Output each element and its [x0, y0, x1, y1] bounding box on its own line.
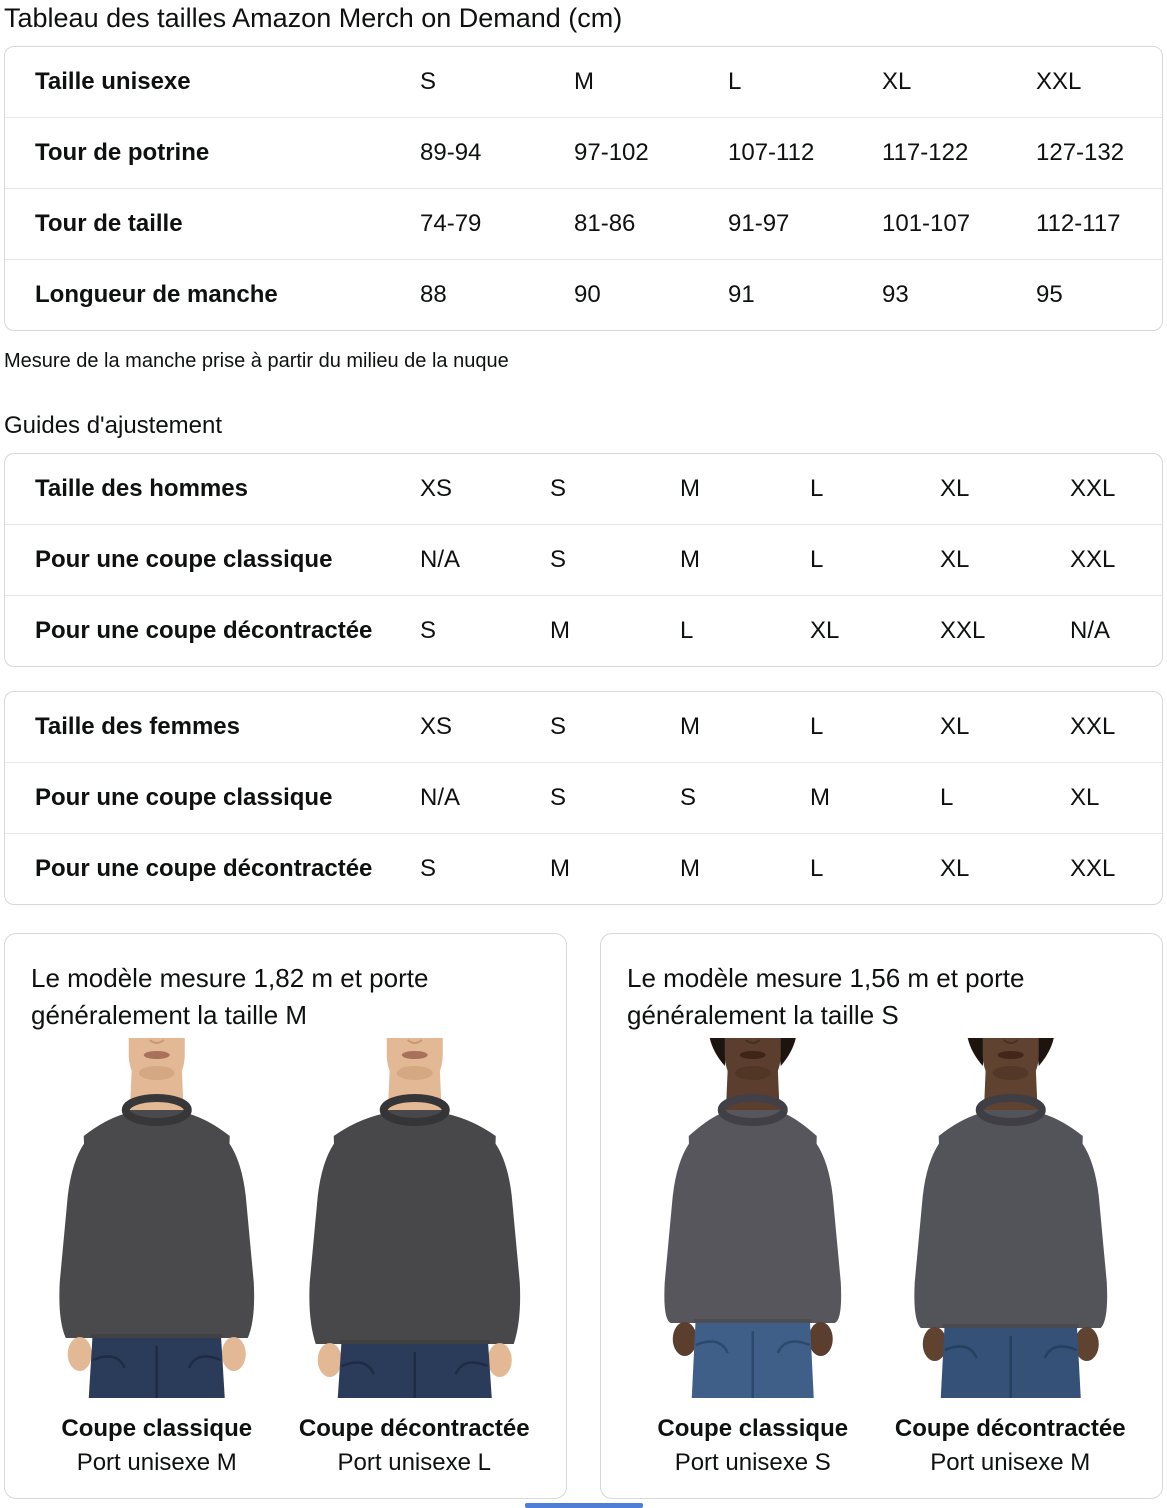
size-cell: 81-86 [574, 210, 636, 237]
size-cell: S [420, 617, 437, 644]
model-photo-female-classic [627, 1038, 879, 1398]
size-cell: N/A [420, 784, 461, 811]
size-cell: N/A [1070, 617, 1111, 644]
size-cell: XL [810, 617, 840, 644]
size-cell: XL [940, 713, 970, 740]
size-cell: M [680, 546, 700, 573]
model-description: Le modèle mesure 1,82 m et porte généralement la taille M [31, 963, 429, 1030]
table-row [5, 834, 1162, 904]
size-cell: L [940, 784, 954, 811]
size-cell: M [550, 855, 570, 882]
size-cell: N/A [420, 546, 461, 573]
row-label: Pour une coupe classique [35, 546, 333, 573]
fit-label: Coupe classique [61, 1415, 253, 1442]
photo-captions [31, 1414, 540, 1478]
row-label: Longueur de manche [35, 281, 278, 308]
table-row [5, 47, 1162, 118]
size-cell: 112-117 [1036, 210, 1121, 237]
size-cell: M [574, 68, 594, 95]
size-label: Port unisexe L [337, 1449, 491, 1476]
size-label: Port unisexe M [930, 1449, 1091, 1476]
caption-classic [627, 1414, 879, 1478]
size-cell: S [550, 713, 567, 740]
unisex-size-table [4, 46, 1163, 331]
size-cell: XL [940, 855, 970, 882]
model-photo-male-classic [31, 1038, 283, 1398]
size-cell: XL [882, 68, 912, 95]
size-cell: XXL [1070, 546, 1116, 573]
model-photos [627, 1038, 1136, 1398]
size-cell: XL [940, 475, 970, 502]
size-cell: XS [420, 475, 453, 502]
table-row [5, 692, 1162, 763]
row-label: Taille des hommes [35, 475, 248, 502]
table-row [5, 454, 1162, 525]
size-label: Port unisexe S [674, 1449, 831, 1476]
size-cell: XXL [1036, 68, 1082, 95]
size-cell: S [420, 855, 437, 882]
size-cell: 93 [882, 281, 909, 308]
size-cell: S [420, 68, 437, 95]
row-label: Taille des femmes [35, 713, 240, 740]
size-cell: XXL [1070, 475, 1116, 502]
sleeve-measure-note: Mesure de la manche prise à partir du milieu de la nuque [4, 350, 509, 372]
size-cell: 95 [1036, 281, 1063, 308]
size-cell: 117-122 [882, 139, 969, 166]
caption-relaxed [885, 1414, 1137, 1478]
women-fit-guide-table [4, 691, 1163, 905]
size-cell: 90 [574, 281, 601, 308]
page-title: Tableau des tailles Amazon Merch on Demand (cm) [4, 3, 623, 33]
row-label: Pour une coupe classique [35, 784, 333, 811]
row-label: Taille unisexe [35, 68, 191, 95]
table-row [5, 189, 1162, 260]
size-cell: S [550, 784, 567, 811]
size-cell: M [680, 855, 700, 882]
table-row [5, 596, 1162, 666]
size-cell: 97-102 [574, 139, 649, 166]
size-cell: L [810, 855, 824, 882]
table-row [5, 525, 1162, 596]
fit-label: Coupe classique [657, 1415, 849, 1442]
model-card-women [600, 933, 1163, 1499]
photo-captions [627, 1414, 1136, 1478]
size-cell: 89-94 [420, 139, 482, 166]
model-photo-male-relaxed [289, 1038, 541, 1398]
size-cell: M [680, 713, 700, 740]
model-cards [4, 933, 1163, 1499]
table-row [5, 260, 1162, 330]
size-cell: L [810, 546, 824, 573]
row-label: Pour une coupe décontractée [35, 855, 373, 882]
model-photo-female-relaxed [885, 1038, 1137, 1398]
size-cell: XXL [1070, 855, 1116, 882]
size-cell: L [680, 617, 694, 644]
carousel-indicator [525, 1503, 643, 1508]
size-cell: XS [420, 713, 453, 740]
size-cell: L [728, 68, 742, 95]
size-cell: XL [1070, 784, 1100, 811]
model-card-men [4, 933, 567, 1499]
size-cell: XXL [940, 617, 986, 644]
fit-label: Coupe décontractée [298, 1415, 530, 1442]
row-label: Tour de taille [35, 210, 183, 237]
caption-classic [31, 1414, 283, 1478]
size-cell: 107-112 [728, 139, 815, 166]
men-fit-guide-table [4, 453, 1163, 667]
table-row [5, 763, 1162, 834]
size-cell: XL [940, 546, 970, 573]
size-cell: L [810, 713, 824, 740]
size-cell: 127-132 [1036, 139, 1125, 166]
row-label: Tour de potrine [35, 139, 210, 166]
size-cell: M [550, 617, 570, 644]
size-cell: S [550, 546, 567, 573]
size-cell: M [680, 475, 700, 502]
model-photos [31, 1038, 540, 1398]
caption-relaxed [289, 1414, 541, 1478]
fit-label: Coupe décontractée [894, 1415, 1126, 1442]
size-cell: XXL [1070, 713, 1116, 740]
table-row [5, 118, 1162, 189]
size-label: Port unisexe M [76, 1449, 237, 1476]
size-cell: S [680, 784, 697, 811]
size-cell: L [810, 475, 824, 502]
model-description: Le modèle mesure 1,56 m et porte généralement la taille S [627, 963, 1025, 1030]
size-cell: 101-107 [882, 210, 971, 237]
size-cell: M [810, 784, 830, 811]
size-cell: 74-79 [420, 210, 482, 237]
fit-guides-heading: Guides d'ajustement [4, 412, 223, 439]
size-cell: S [550, 475, 567, 502]
size-cell: 91-97 [728, 210, 790, 237]
row-label: Pour une coupe décontractée [35, 617, 373, 644]
size-cell: 88 [420, 281, 447, 308]
size-cell: 91 [728, 281, 755, 308]
